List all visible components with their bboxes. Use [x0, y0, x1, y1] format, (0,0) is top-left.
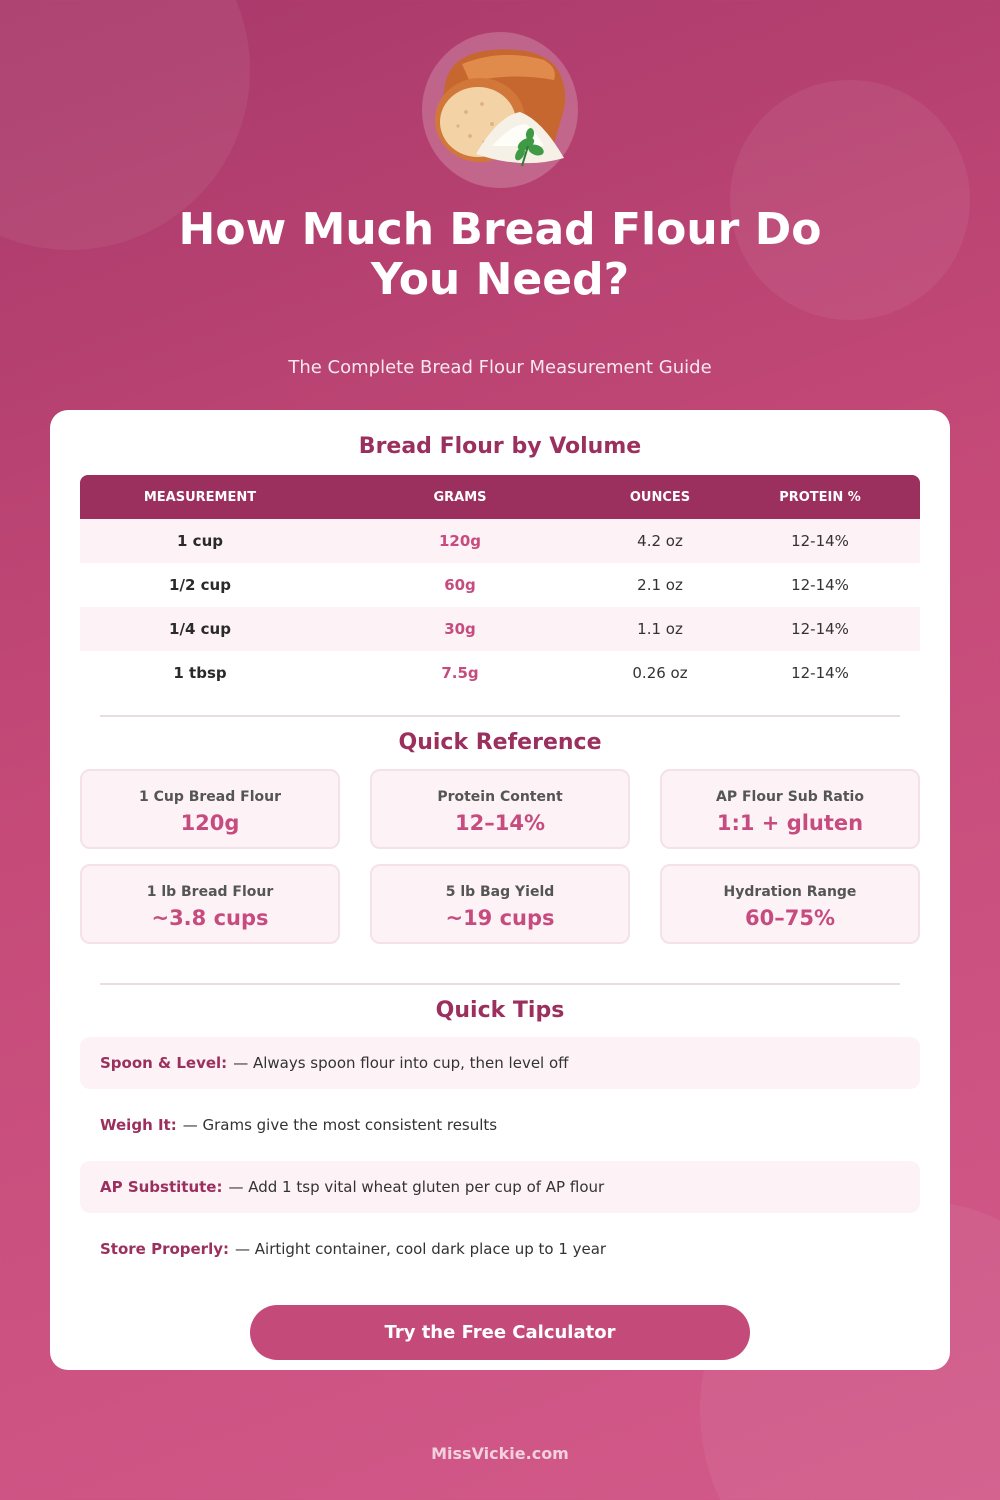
- tip-label: Weigh It:: [100, 1116, 177, 1134]
- tip-text: — Grams give the most consistent results: [182, 1116, 498, 1134]
- section-title-volume: Bread Flour by Volume: [358, 434, 642, 459]
- reference-value: ~3.8 cups: [151, 906, 269, 930]
- reference-card: [370, 769, 630, 849]
- tip-text: — Airtight container, cool dark place up to 1 year: [235, 1240, 607, 1258]
- reference-label: 1 Cup Bread Flour: [138, 789, 282, 805]
- measurement-cell: 1/2 cup: [169, 576, 231, 594]
- ounces-cell: 4.2 oz: [637, 532, 683, 550]
- protein-cell: 12-14%: [791, 532, 849, 550]
- volume-table: [80, 475, 920, 695]
- ounces-cell: 1.1 oz: [637, 620, 683, 638]
- tip-text: — Add 1 tsp vital wheat gluten per cup of AP flour: [228, 1178, 605, 1196]
- reference-card: [660, 864, 920, 944]
- tip-label: AP Substitute:: [100, 1178, 223, 1196]
- free-calculator-button[interactable]: Try the Free Calculator: [250, 1305, 750, 1360]
- tip-item: [80, 1037, 920, 1089]
- reference-value: 1:1 + gluten: [716, 811, 864, 835]
- column-header: GRAMS: [433, 489, 487, 505]
- table-header: [80, 475, 920, 519]
- page-subtitle: The Complete Bread Flour Measurement Guide: [288, 357, 712, 378]
- reference-value: 60–75%: [745, 906, 835, 930]
- section-title-quick-tips: Quick Tips: [435, 998, 565, 1023]
- section-title-quick-reference: Quick Reference: [398, 730, 602, 755]
- reference-value: ~19 cups: [445, 906, 555, 930]
- reference-card: [80, 864, 340, 944]
- section-divider: [100, 715, 900, 717]
- reference-label: 5 lb Bag Yield: [445, 884, 555, 900]
- reference-label: 1 lb Bread Flour: [146, 884, 274, 900]
- table-row: [80, 651, 920, 695]
- page-title: How Much Bread Flour Do You Need?: [178, 204, 822, 305]
- table-row: [80, 563, 920, 607]
- grams-cell: 7.5g: [441, 664, 479, 682]
- footer-brand[interactable]: MissVickie.com: [431, 1444, 569, 1463]
- protein-cell: 12-14%: [791, 664, 849, 682]
- table-row: [80, 607, 920, 651]
- bread-loaf-with-flour-icon: [422, 32, 578, 188]
- measurement-cell: 1 cup: [177, 532, 223, 550]
- measurement-cell: 1/4 cup: [169, 620, 231, 638]
- tip-item: [80, 1223, 920, 1275]
- reference-card: [660, 769, 920, 849]
- tip-item: [80, 1161, 920, 1213]
- tip-label: Store Properly:: [100, 1240, 229, 1258]
- column-header: OUNCES: [629, 489, 691, 505]
- ounces-cell: 0.26 oz: [632, 664, 688, 682]
- content-card: [50, 410, 950, 1370]
- section-divider: [100, 983, 900, 985]
- reference-value: 12–14%: [455, 811, 545, 835]
- reference-card: [80, 769, 340, 849]
- ounces-cell: 2.1 oz: [637, 576, 683, 594]
- reference-label: AP Flour Sub Ratio: [716, 789, 864, 805]
- column-header: MEASUREMENT: [143, 489, 257, 505]
- reference-label: Protein Content: [437, 789, 563, 805]
- grams-cell: 60g: [444, 576, 476, 594]
- reference-label: Hydration Range: [723, 884, 857, 900]
- tip-item: [80, 1099, 920, 1151]
- protein-cell: 12-14%: [791, 576, 849, 594]
- reference-card: [370, 864, 630, 944]
- grams-cell: 120g: [438, 532, 482, 550]
- tip-label: Spoon & Level:: [100, 1054, 228, 1072]
- measurement-cell: 1 tbsp: [173, 664, 227, 682]
- grams-cell: 30g: [444, 620, 476, 638]
- protein-cell: 12-14%: [791, 620, 849, 638]
- column-header: PROTEIN %: [779, 489, 861, 505]
- table-row: [80, 519, 920, 563]
- reference-value: 120g: [180, 811, 240, 835]
- tip-text: — Always spoon flour into cup, then level off: [233, 1054, 569, 1072]
